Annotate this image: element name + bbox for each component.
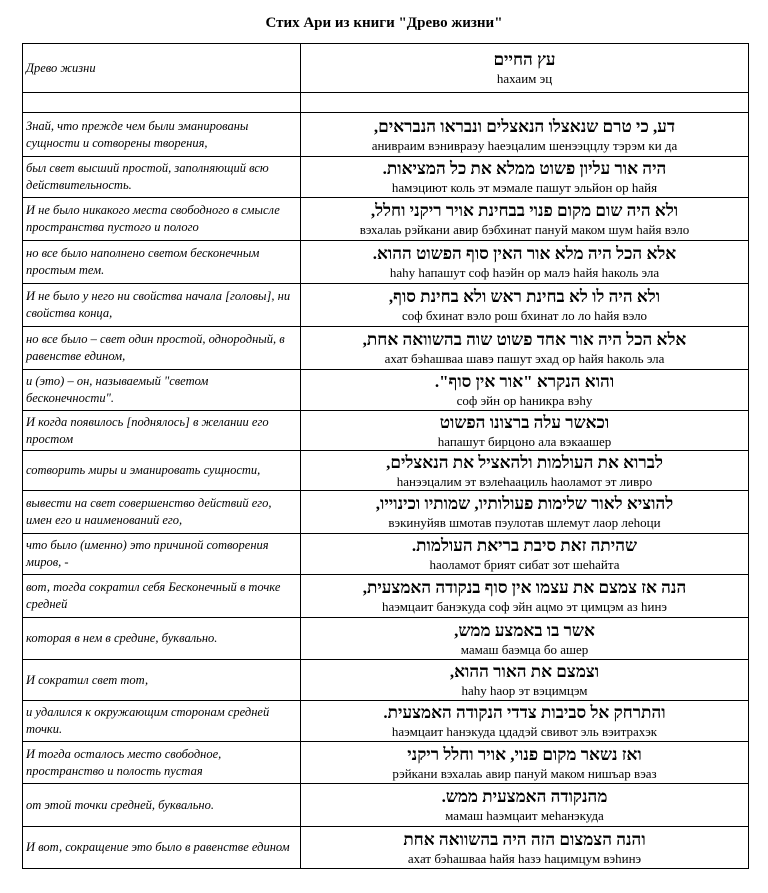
table-row	[23, 534, 749, 575]
transliteration-text: hаэмцаит банэкуда соф эйн ацмо эт цимцэм аз hинэ	[381, 599, 668, 614]
transliteration-text: hаhy hапашут соф hаэйн ор малэ hайя hаколь эла	[389, 265, 660, 280]
russian-translation-cell: И сократил свет тот,	[23, 660, 301, 701]
russian-translation-cell: что было (именно) это причиной сотворения миров, -	[23, 534, 301, 575]
table-row	[23, 827, 749, 869]
spacer-cell	[23, 93, 301, 113]
transliteration-text: hаэмцаит hанэкуда цдадэй свивот эль вэитраxэк	[391, 724, 658, 739]
page-title: Стих Ари из книги "Древо жизни"	[265, 15, 503, 31]
transliteration-text: hамэциют коль эт мэмале пашут эльйон ор hайя	[391, 180, 658, 195]
hebrew-verse-cell	[301, 411, 749, 451]
russian-translation-cell: но все было – свет один простой, однородный, в равенстве едином,	[23, 327, 301, 370]
table-row	[23, 113, 749, 157]
hebrew-verse-cell	[301, 198, 749, 241]
hebrew-text: היה אור עליון פשוט ממלא את כל המציאות.	[382, 159, 667, 178]
transliteration-text: рэйкани вэхалаь авир пануй маком нишъар вэаз	[392, 765, 657, 781]
russian-translation-cell: от этой точки средней, буквально.	[23, 784, 301, 827]
header-he-cell	[301, 44, 749, 93]
russian-translation-cell: которая в нем в средине, буквально.	[23, 618, 301, 660]
hebrew-verse-cell	[301, 113, 749, 157]
hebrew-text: והתרחק אל סביבות צדדי הנקודה האמצעית.	[383, 703, 666, 722]
hebrew-text: אלא הכל היה מלא אור האין סוף הפשוט ההוא.	[372, 244, 677, 263]
transliteration-text: hаоламот брият сибат зот шеhайта	[429, 557, 620, 572]
russian-translation-cell: И вот, сокращение это было в равенстве едином	[23, 827, 301, 869]
table-row	[23, 701, 749, 742]
table-row	[23, 451, 749, 491]
transliteration-text: hанээцалим эт вэлеhаациль hаоламот эт ливро	[396, 473, 653, 489]
table-row	[23, 327, 749, 370]
table-row	[23, 660, 749, 701]
hebrew-verse-cell	[301, 327, 749, 370]
hebrew-verse-cell	[301, 660, 749, 701]
hebrew-verse-cell	[301, 451, 749, 491]
spacer-cell	[301, 93, 749, 113]
table-row	[23, 157, 749, 198]
transliteration-text: hапашут бирцоно ала вэкаашер	[437, 433, 612, 449]
hebrew-verse-cell	[301, 784, 749, 827]
transliteration-text: мамаш баэмца бо ашер	[460, 641, 589, 657]
transliteration-text: соф эйн ор hаникра вэhy	[456, 393, 593, 408]
russian-translation-cell: Знай, что прежде чем были эманированы сущности и сотворены творения,	[23, 113, 301, 157]
table-header-row	[23, 44, 749, 93]
table-row	[23, 198, 749, 241]
hebrew-text: והוא הנקרא "אור אין סוף".	[434, 372, 615, 391]
russian-translation-cell: вывести на свет совершенство действий его, имен его и наименований его,	[23, 491, 301, 534]
hebrew-verse-cell	[301, 241, 749, 284]
hebrew-text: להוציא לאור שלימות פעולותיו, שמותיו וכינוייו,	[375, 494, 674, 513]
verse-table	[22, 43, 749, 869]
table-spacer-row	[23, 93, 749, 113]
russian-translation-cell: но все было наполнено светом бесконечным простым тем.	[23, 241, 301, 284]
russian-translation-cell: И когда появилось [поднялось] в желании его простом	[23, 411, 301, 451]
table-row	[23, 618, 749, 660]
table-row	[23, 241, 749, 284]
hebrew-text: לברוא את העולמות ולהאציל את הנאצלים,	[386, 452, 663, 472]
table-row	[23, 575, 749, 618]
russian-translation-cell: и удалился к окружающим сторонам средней точки.	[23, 701, 301, 742]
hebrew-text: עץ החיים	[493, 50, 556, 69]
transliteration-text: вэкинуйяв шмотав пэулотав шлемут лаор леhоци	[388, 515, 661, 530]
hebrew-text: שהיתה זאת סיבת בריאת העולמות.	[411, 536, 638, 555]
transliteration-text: hаhy hаор эт вэцимцэм	[461, 683, 588, 698]
hebrew-text: וכאשר עלה ברצונו הפשוט	[439, 412, 610, 432]
russian-translation-cell: сотворить миры и эманировать сущности,	[23, 451, 301, 491]
hebrew-text: והנה הצמצום הזה היה בהשוואה אחת	[403, 829, 646, 849]
russian-translation-cell: вот, тогда сократил себя Бесконечный в точке средней	[23, 575, 301, 618]
hebrew-text: ואז נשאר מקום פנוי, אויר וחלל ריקני	[407, 744, 642, 764]
hebrew-text: אשר בו באמצע ממש,	[454, 620, 595, 640]
russian-translation-cell: И не было никакого места свободного в смысле пространства пустого и полого	[23, 198, 301, 241]
russian-translation-cell: И не было у него ни свойства начала [головы], ни свойства конца,	[23, 284, 301, 327]
hebrew-verse-cell	[301, 157, 749, 198]
header-ru-cell: Древо жизни	[23, 44, 301, 93]
table-row	[23, 370, 749, 411]
russian-translation-cell: был свет высший простой, заполняющий всю действительность.	[23, 157, 301, 198]
table-row	[23, 742, 749, 784]
russian-translation-cell: и (это) – он, называемый "светом бесконечности".	[23, 370, 301, 411]
hebrew-text: ולא היה שום מקום פנוי בבחינת אויר ריקני וחלל,	[370, 201, 679, 220]
russian-translation-cell: И тогда осталось место свободное, пространство и полость пустая	[23, 742, 301, 784]
hebrew-verse-cell	[301, 618, 749, 660]
hebrew-verse-cell	[301, 534, 749, 575]
hebrew-verse-cell	[301, 701, 749, 742]
hebrew-verse-cell	[301, 491, 749, 534]
transliteration-text: ахат бэhашваа hайя hазэ hацимцум вэhинэ	[407, 850, 642, 866]
hebrew-text: הנה אז צמצם את עצמו אין סוף בנקודה האמצעית,	[362, 578, 687, 597]
hebrew-verse-cell	[301, 370, 749, 411]
transliteration-text: соф бхинат вэло рош бхинат ло ло hайя вэло	[401, 308, 648, 323]
hebrew-text: ולא היה לו לא בחינת ראש ולא בחינת סוף,	[388, 287, 661, 306]
transliteration-text: hахаим эц	[496, 71, 553, 86]
hebrew-text: מהנקודה האמצעית ממש.	[441, 787, 608, 806]
hebrew-verse-cell	[301, 284, 749, 327]
transliteration-text: ахат бэhашваа шавэ пашут эхад ор hайя hаколь эла	[384, 351, 665, 366]
hebrew-verse-cell	[301, 827, 749, 869]
table-row	[23, 411, 749, 451]
transliteration-text: вэхалаь рэйкани авир бэбхинат пануй маком шум hайя вэло	[359, 222, 690, 237]
hebrew-text: וצמצם את האור ההוא,	[449, 662, 600, 681]
hebrew-text: אלא הכל היה אור אחד פשוט שוה בהשוואה אחת,	[362, 330, 687, 349]
transliteration-text: анивраим вэнивраэу hаеэцалим шенээццлу тэрэм ки да	[371, 137, 678, 153]
table-row	[23, 784, 749, 827]
hebrew-verse-cell	[301, 742, 749, 784]
table-row	[23, 491, 749, 534]
hebrew-text: דע, כי טרם שנאצלו הנאצלים ונבראו הנבראים,	[373, 116, 676, 136]
hebrew-verse-cell	[301, 575, 749, 618]
table-row	[23, 284, 749, 327]
transliteration-text: мамаш hаэмцаит меhанэкуда	[445, 808, 604, 823]
